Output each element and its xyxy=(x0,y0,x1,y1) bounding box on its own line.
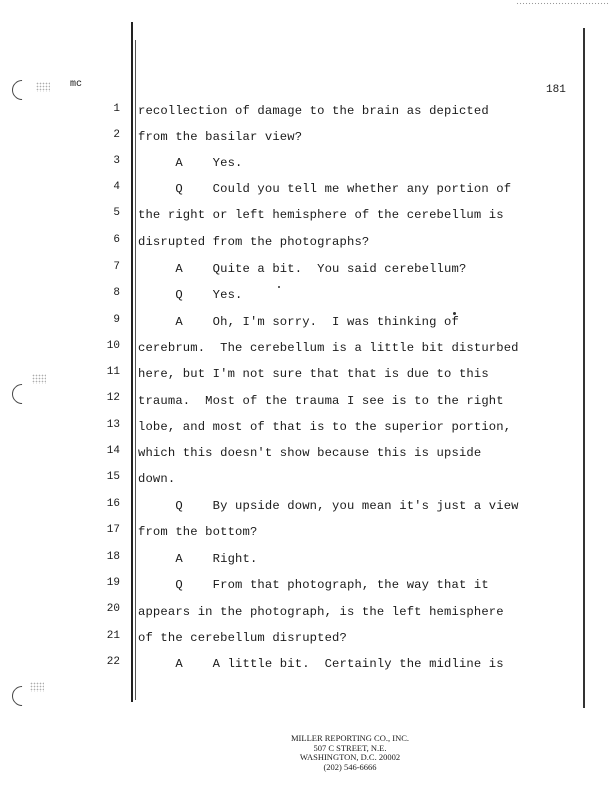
transcript-line: A Yes. xyxy=(138,156,243,170)
transcript-line: A Right. xyxy=(138,552,258,566)
transcript-line: from the bottom? xyxy=(138,525,258,539)
transcript-line: disrupted from the photographs? xyxy=(138,235,370,249)
left-margin-rule-inner xyxy=(135,40,136,700)
transcript-line: which this doesn't show because this is upside xyxy=(138,446,482,460)
line-number: 20 xyxy=(106,603,120,615)
transcript-line: Q By upside down, you mean it's just a view xyxy=(138,499,519,513)
transcript-line: A Quite a bit. You said cerebellum? xyxy=(138,262,467,276)
binder-hole-middle xyxy=(8,380,36,408)
page-number: 181 xyxy=(546,84,566,96)
line-number: 2 xyxy=(113,129,120,141)
ink-mark xyxy=(278,286,280,288)
line-number: 17 xyxy=(106,524,120,536)
transcript-line: Q Yes. xyxy=(138,288,243,302)
line-number: 14 xyxy=(106,445,120,457)
transcript-line: Q From that photograph, the way that it xyxy=(138,578,489,592)
line-number: 11 xyxy=(106,366,120,378)
footer-street: 507 C STREET, N.E. xyxy=(313,742,387,753)
transcript-line: from the basilar view? xyxy=(138,130,303,144)
line-number: 19 xyxy=(106,577,120,589)
line-number: 3 xyxy=(113,155,120,167)
line-number: 7 xyxy=(113,261,120,273)
line-number: 22 xyxy=(106,656,120,668)
line-number: 8 xyxy=(113,287,120,299)
right-margin-rule xyxy=(583,28,585,708)
line-number: 1 xyxy=(113,103,120,115)
line-number: 15 xyxy=(106,471,120,483)
scan-speckle xyxy=(30,682,44,692)
line-number: 16 xyxy=(106,498,120,510)
transcript-line: appears in the photograph, is the left hemisphere xyxy=(138,605,504,619)
scan-speckle xyxy=(36,82,50,92)
footer-city: WASHINGTON, D.C. 20002 xyxy=(299,752,401,762)
transcript-line: lobe, and most of that is to the superior portion, xyxy=(138,420,512,434)
transcript-line: cerebrum. The cerebellum is a little bit disturbed xyxy=(138,341,519,355)
left-margin-rule xyxy=(131,22,133,702)
reporting-company-footer xyxy=(250,734,450,772)
transcript-line: Q Could you tell me whether any portion of xyxy=(138,182,512,196)
line-number: 21 xyxy=(106,630,120,642)
line-number: 5 xyxy=(113,207,120,219)
ink-mark xyxy=(453,312,456,315)
line-number: 6 xyxy=(113,234,120,246)
footer-company: MILLER REPORTING CO., INC. xyxy=(290,733,410,743)
line-number: 10 xyxy=(106,340,120,352)
line-number: 4 xyxy=(113,181,120,193)
line-number: 9 xyxy=(113,314,120,326)
footer-phone: (202) 546-6666 xyxy=(323,761,377,772)
transcript-line: trauma. Most of the trauma I see is to the right xyxy=(138,394,504,408)
line-number: 12 xyxy=(106,392,120,404)
scan-speckle xyxy=(32,374,46,384)
transcript-line: the right or left hemisphere of the cerebellum is xyxy=(138,208,504,222)
reporter-initials: mc xyxy=(70,79,83,90)
transcript-line: here, but I'm not sure that that is due to this xyxy=(138,367,489,381)
transcript-line: down. xyxy=(138,472,176,486)
transcript-line: A Oh, I'm sorry. I was thinking of xyxy=(138,315,459,329)
transcript-line: recollection of damage to the brain as depicted xyxy=(138,104,489,118)
line-number: 18 xyxy=(106,551,120,563)
binder-hole-top xyxy=(8,76,36,104)
line-number: 13 xyxy=(106,419,120,431)
transcript-line: A A little bit. Certainly the midline is xyxy=(138,657,504,671)
scan-artifact xyxy=(516,2,610,5)
transcript-line: of the cerebellum disrupted? xyxy=(138,631,347,645)
